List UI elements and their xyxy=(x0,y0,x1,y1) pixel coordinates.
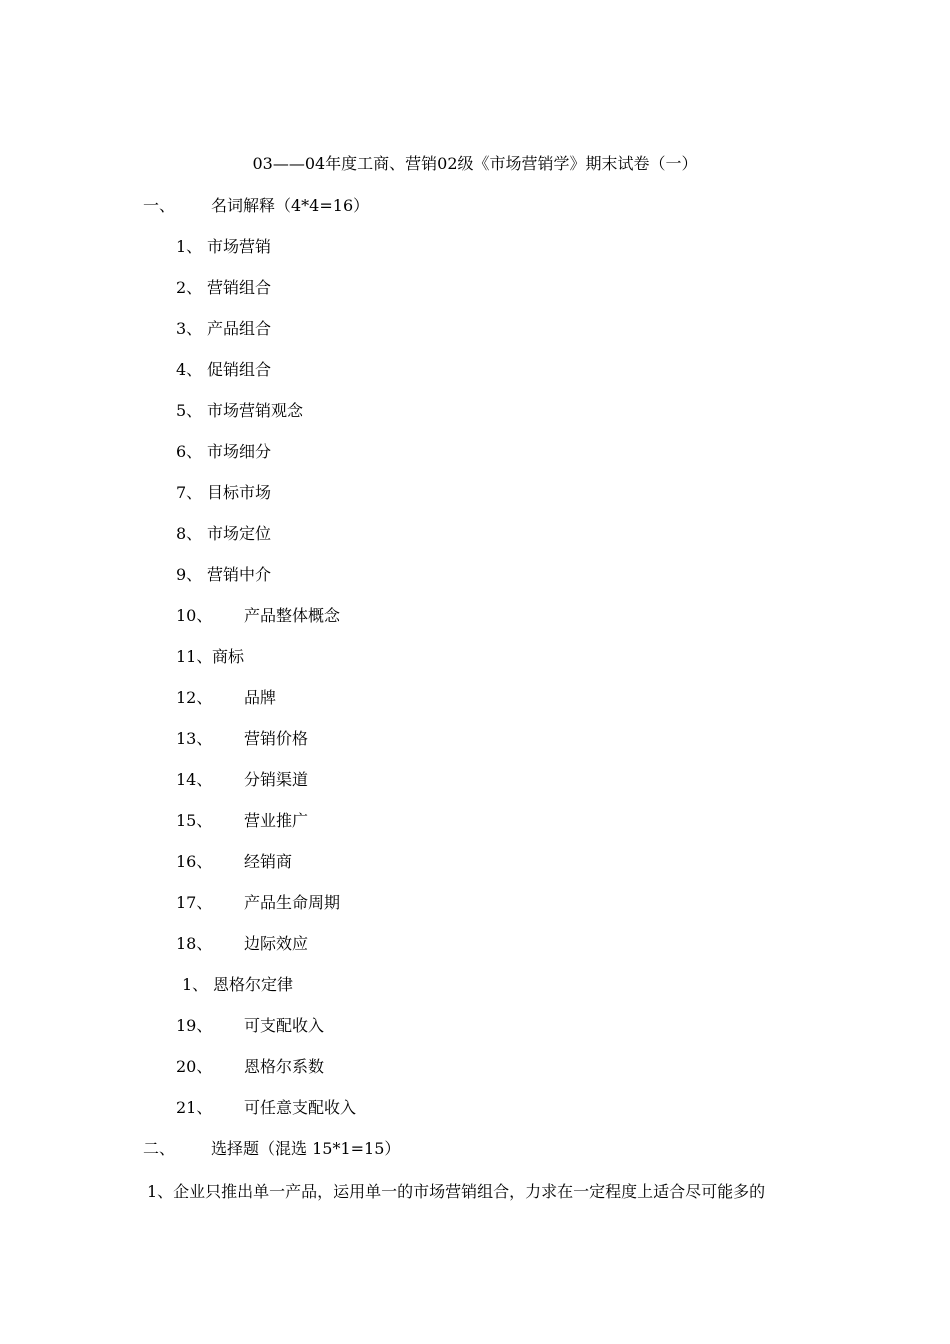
term-text: 商标 xyxy=(212,647,245,666)
term-item xyxy=(176,604,340,628)
section-1-number: 一、 xyxy=(143,196,176,215)
term-item xyxy=(176,440,271,464)
term-text: 市场细分 xyxy=(207,442,272,461)
term-number: 11、 xyxy=(176,647,213,666)
term-item xyxy=(176,809,308,833)
section-2-label: 选择题（混选 15*1=15） xyxy=(211,1139,401,1158)
section-2-heading xyxy=(143,1137,400,1161)
term-number: 4、 xyxy=(176,360,203,379)
term-item xyxy=(176,1055,324,1079)
section-2-number: 二、 xyxy=(143,1139,176,1158)
term-text: 恩格尔系数 xyxy=(244,1057,325,1076)
term-text: 边际效应 xyxy=(244,934,309,953)
term-number: 17、 xyxy=(176,893,213,912)
term-item xyxy=(176,481,271,505)
term-item xyxy=(176,563,271,587)
term-item xyxy=(176,276,271,300)
term-text: 经销商 xyxy=(244,852,293,871)
term-number: 12、 xyxy=(176,688,213,707)
term-number: 15、 xyxy=(176,811,213,830)
term-number: 20、 xyxy=(176,1057,213,1076)
term-number: 5、 xyxy=(176,401,203,420)
term-number: 16、 xyxy=(176,852,213,871)
term-text: 产品生命周期 xyxy=(244,893,341,912)
term-text: 市场营销 xyxy=(207,237,272,256)
term-item xyxy=(176,522,271,546)
term-number: 7、 xyxy=(176,483,203,502)
term-number: 1、 xyxy=(182,975,209,994)
term-number: 6、 xyxy=(176,442,203,461)
term-text: 目标市场 xyxy=(207,483,272,502)
term-item xyxy=(176,358,271,382)
term-text: 市场营销观念 xyxy=(207,401,304,420)
term-number: 8、 xyxy=(176,524,203,543)
term-item xyxy=(176,686,276,710)
term-text: 产品组合 xyxy=(207,319,272,338)
term-number: 19、 xyxy=(176,1016,213,1035)
term-item xyxy=(176,727,308,751)
term-text: 市场定位 xyxy=(207,524,272,543)
term-item xyxy=(176,645,244,669)
term-number: 3、 xyxy=(176,319,203,338)
term-number: 14、 xyxy=(176,770,213,789)
term-item xyxy=(176,399,303,423)
exam-title: 03——04年度工商、营销02级《市场营销学》期末试卷（一） xyxy=(252,154,698,173)
term-text: 可任意支配收入 xyxy=(244,1098,357,1117)
term-text: 促销组合 xyxy=(207,360,272,379)
term-text: 营销价格 xyxy=(244,729,309,748)
term-text: 品牌 xyxy=(244,688,277,707)
term-number: 2、 xyxy=(176,278,203,297)
term-number: 13、 xyxy=(176,729,213,748)
term-text: 恩格尔定律 xyxy=(213,975,294,994)
term-item xyxy=(176,235,271,259)
question-1-text: 1、企业只推出单一产品，运用单一的市场营销组合，力求在一定程度上适合尽可能多的 xyxy=(147,1182,766,1201)
term-text: 营销中介 xyxy=(207,565,272,584)
term-item xyxy=(176,317,271,341)
term-text: 分销渠道 xyxy=(244,770,309,789)
term-text: 营业推广 xyxy=(244,811,309,830)
term-item xyxy=(176,850,292,874)
term-number: 9、 xyxy=(176,565,203,584)
term-text: 可支配收入 xyxy=(244,1016,325,1035)
term-number: 10、 xyxy=(176,606,213,625)
term-item xyxy=(176,932,308,956)
section-1-heading xyxy=(143,194,369,218)
section-1-label: 名词解释（4*4=16） xyxy=(211,196,370,215)
term-number: 21、 xyxy=(176,1098,213,1117)
term-item xyxy=(176,1096,356,1120)
term-item xyxy=(176,891,340,915)
term-text: 产品整体概念 xyxy=(244,606,341,625)
term-number: 18、 xyxy=(176,934,213,953)
term-text: 营销组合 xyxy=(207,278,272,297)
term-item xyxy=(176,1014,324,1038)
term-item xyxy=(182,973,293,997)
term-item xyxy=(176,768,308,792)
term-number: 1、 xyxy=(176,237,203,256)
